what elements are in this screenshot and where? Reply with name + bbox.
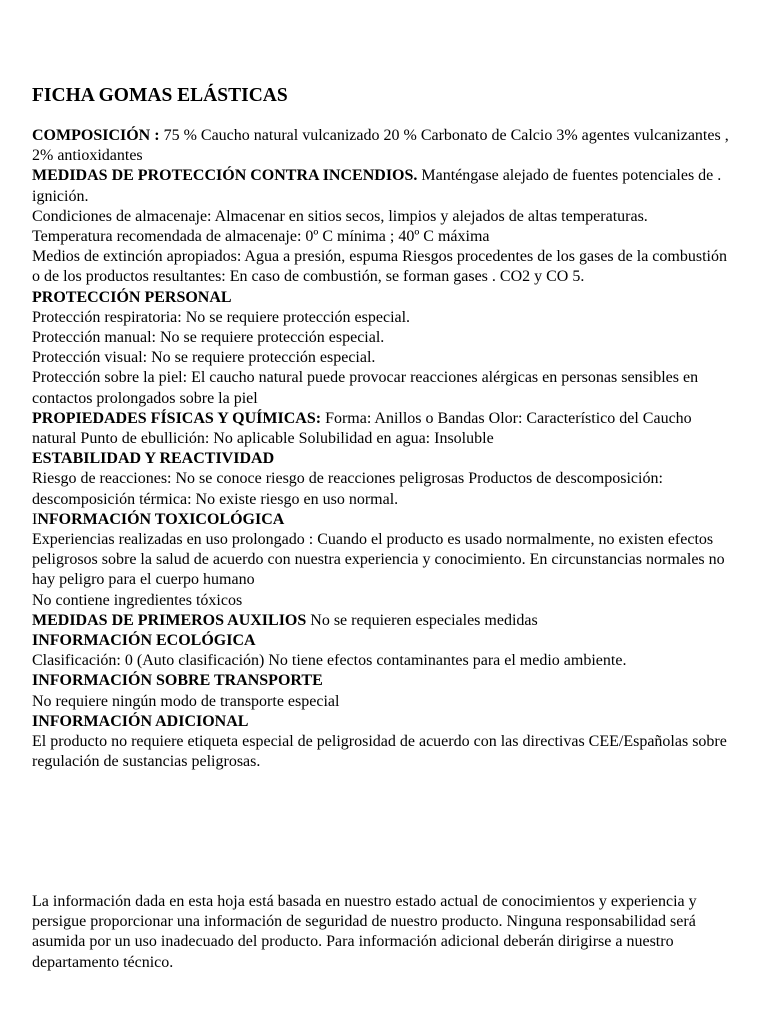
document-title: FICHA GOMAS ELÁSTICAS (32, 85, 288, 106)
composicion-text: 75 % Caucho natural vulcanizado 20 % Carbonato de Calcio 3% agentes vulcanizantes , 2% antioxidantes (32, 127, 729, 165)
almacenaje-text: Condiciones de almacenaje: Almacenar en sitios secos, limpios y alejados de altas temperaturas. (32, 207, 648, 225)
primeros-auxilios-heading: MEDIDAS DE PRIMEROS AUXILIOS (32, 611, 307, 629)
primeros-auxilios-section (32, 611, 732, 631)
transporte-text: No requiere ningún modo de transporte especial (32, 692, 340, 710)
propiedades-section (32, 409, 732, 449)
ecologica-heading: INFORMACIÓN ECOLÓGICA (32, 632, 256, 650)
primeros-auxilios-text: No se requieren especiales medidas (306, 611, 538, 629)
estabilidad-text: Riesgo de reacciones: No se conoce riesgo de reacciones peligrosas Productos de descomposición: descomposición térmica: No existe riesgo en uso normal. (32, 470, 663, 508)
composicion-section (32, 126, 732, 166)
incendios-section (32, 166, 732, 206)
document-body (32, 126, 732, 773)
estabilidad-heading: ESTABILIDAD Y REACTIVIDAD (32, 450, 275, 468)
proteccion-respiratoria-text: Protección respiratoria: No se requiere protección especial. (32, 308, 411, 326)
toxicologica-ingredientes: No contiene ingredientes tóxicos (32, 591, 243, 609)
ecologica-text: Clasificación: 0 (Auto clasificación) No tiene efectos contaminantes para el medio ambiente. (32, 652, 627, 670)
proteccion-manual-text: Protección manual: No se requiere protección especial. (32, 329, 385, 347)
proteccion-personal-heading: PROTECCIÓN PERSONAL (32, 288, 232, 306)
incendios-heading: MEDIDAS DE PROTECCIÓN CONTRA INCENDIOS. (32, 167, 418, 185)
toxicologica-text: Experiencias realizadas en uso prolongado : Cuando el producto es usado normalmente, no existen efectos peligrosos sobre la salud de acuerdo con nuestra experiencia y conocimiento. En circunstancias normales no hay peligro para el cuerpo humano (32, 531, 725, 589)
adicional-text: El producto no requiere etiqueta especial de peligrosidad de acuerdo con las directivas CEE/Españolas sobre regulación de sustancias peligrosas. (32, 733, 727, 771)
proteccion-visual-text: Protección visual: No se requiere protección especial. (32, 349, 376, 367)
toxicologica-heading (32, 510, 732, 530)
propiedades-heading: PROPIEDADES FÍSICAS Y QUÍMICAS: (32, 409, 322, 427)
propiedades-text: Forma: Anillos o Bandas Olor: Característico del Caucho natural Punto de ebullición: No aplicable Solubilidad en agua: Insoluble (32, 409, 692, 448)
extincion-text: Medios de extinción apropiados: Agua a presión, espuma Riesgos procedentes de los gases de la combustión o de los productos resultantes: En caso de combustión, se forman gases . CO2 y CO 5. (32, 248, 727, 286)
transporte-heading: INFORMACIÓN SOBRE TRANSPORTE (32, 672, 323, 690)
toxicologica-heading-initial: I (32, 510, 38, 528)
adicional-heading: INFORMACIÓN ADICIONAL (32, 712, 249, 730)
incendios-text: Manténgase alejado de fuentes potenciales de . ignición. (32, 167, 722, 205)
composicion-heading: COMPOSICIÓN : (32, 127, 160, 144)
disclaimer-footer: La información dada en esta hoja está basada en nuestro estado actual de conocimientos y experiencia y persigue proporcionar una información de seguridad de nuestro producto. Ninguna responsabilidad será asumida por un uso inadecuado del producto. Para información adicional deberán dirigirse a nuestro departamento técnico. (32, 893, 697, 971)
toxicologica-heading-rest: NFORMACIÓN TOXICOLÓGICA (37, 510, 285, 528)
proteccion-piel-text: Protección sobre la piel: El caucho natural puede provocar reacciones alérgicas en personas sensibles en contactos prolongados sobre la piel (32, 369, 699, 407)
temperatura-text: Temperatura recomendada de almacenaje: 0º C mínima ; 40º C máxima (32, 228, 490, 246)
